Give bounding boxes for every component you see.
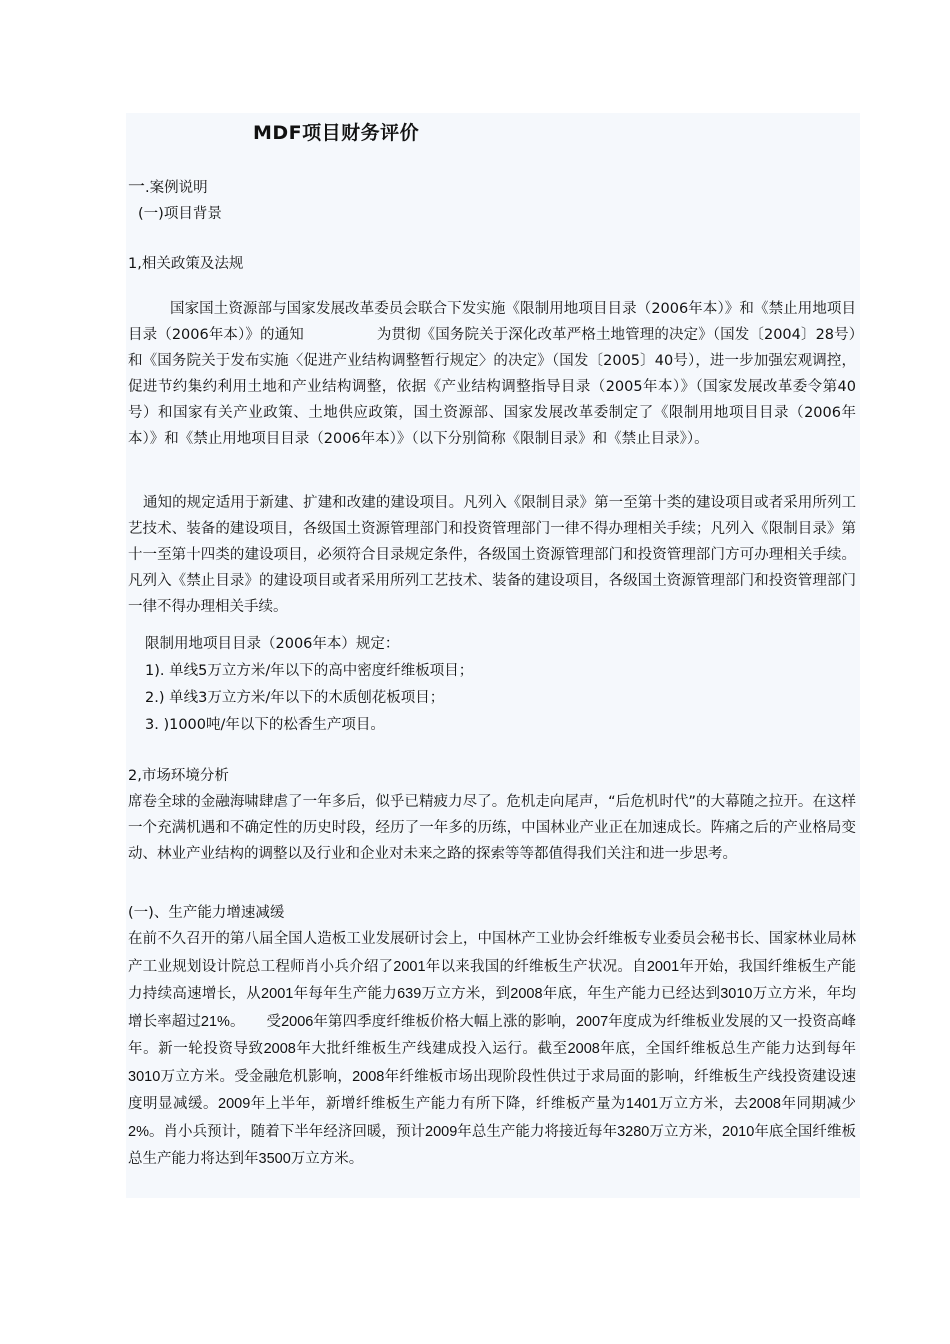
market-paragraph-2: 在前不久召开的第八届全国人造板工业发展研讨会上，中国林产工业协会纤维板专业委员会秘书长、国家林业局林产工业规划设计院总工程师肖小兵介绍了2001年以来我国的纤维板生产状况。自2001年开始，我国纤维板生产能力持续高速增长，从2001年每年生产能力639万立方米，到2008年底，年生产能力已经达到3010万立方米，年均增长率超过21%。 受2006年第四季度纤维板价格大幅上涨的影响，2007年度成为纤维板业发展的又一投资高峰年。新一轮投资导致2008年大批纤维板生产线建成投入运行。截至2008年底，全国纤维板总生产能力达到每年3010万立方米。受金融危机影响，2008年纤维板市场出现阶段性供过于求局面的影响，纤维板生产线投资建设速度明显减缓。2009年上半年，新增纤维板生产能力有所下降，纤维板产量为1401万立方米，去2008年同期减少2%。肖小兵预计，随着下半年经济回暖，预计2009年总生产能力将接近每年3280万立方米，2010年底全国纤维板总生产能力将达到年3500万立方米。 [128, 931, 856, 1167]
subsection-heading: (一)项目背景 [138, 206, 222, 222]
market-sub-heading: (一)、生产能力增速减缓 [128, 905, 285, 921]
policy-paragraph-2: 通知的规定适用于新建、扩建和改建的建设项目。凡列入《限制目录》第一至第十类的建设项目或者采用所列工艺技术、装备的建设项目，各级国土资源管理部门和投资管理部门一律不得办理相关手续；凡列入《限制目录》第十一至第十四类的建设项目，必须符合目录规定条件，各级国土资源管理部门和投资管理部门方可办理相关手续。凡列入《禁止目录》的建设项目或者采用所列工艺技术、装备的建设项目，各级国土资源管理部门和投资管理部门一律不得办理相关手续。 [128, 495, 856, 615]
limit-item: 1). 单线5万立方米/年以下的高中密度纤维板项目； [145, 663, 474, 679]
limit-item: 3. )1000吨/年以下的松香生产项目。 [145, 717, 385, 733]
section-heading [128, 172, 208, 197]
policy-paragraph-1: 国家国土资源部与国家发展改革委员会联合下发实施《限制用地项目目录（2006年本）》和《禁止用地项目目录（2006年本）》的通知 为贯彻《国务院关于深化改革严格土地管理的决定》（国发〔2004〕28号）和《国务院关于发布实施〈促进产业结构调整暂行规定〉的决定》（国发〔2005〕40号），进一步加强宏观调控，促进节约集约利用土地和产业结构调整，依据《产业结构调整指导目录（2005年本）》（国家发展改革委令第40号）和国家有关产业政策、土地供应政策，国土资源部、国家发展改革委制定了《限制用地项目目录（2006年本）》和《禁止用地项目目录（2006年本）》（以下分别简称《限制目录》和《禁止目录》）。 [128, 301, 856, 447]
document-title: MDF项目财务评价 [253, 122, 420, 144]
item1-heading: 1,相关政策及法规 [128, 256, 244, 272]
limit-item: 2.) 单线3万立方米/年以下的木质刨花板项目； [145, 690, 445, 706]
section-title: .案例说明 [145, 180, 208, 196]
section-number: 一 [128, 177, 145, 197]
item2-heading: 2,市场环境分析 [128, 768, 229, 784]
market-paragraph-1: 席卷全球的金融海啸肆虐了一年多后，似乎已精疲力尽了。危机走向尾声，“后危机时代”的大幕随之拉开。在这样一个充满机遇和不确定性的历史时段，经历了一年多的历练，中国林业产业正在加速成长。阵痛之后的产业格局变动、林业产业结构的调整以及行业和企业对未来之路的探索等等都值得我们关注和进一步思考。 [128, 794, 856, 862]
limit-intro: 限制用地项目目录（2006年本）规定： [145, 636, 400, 652]
